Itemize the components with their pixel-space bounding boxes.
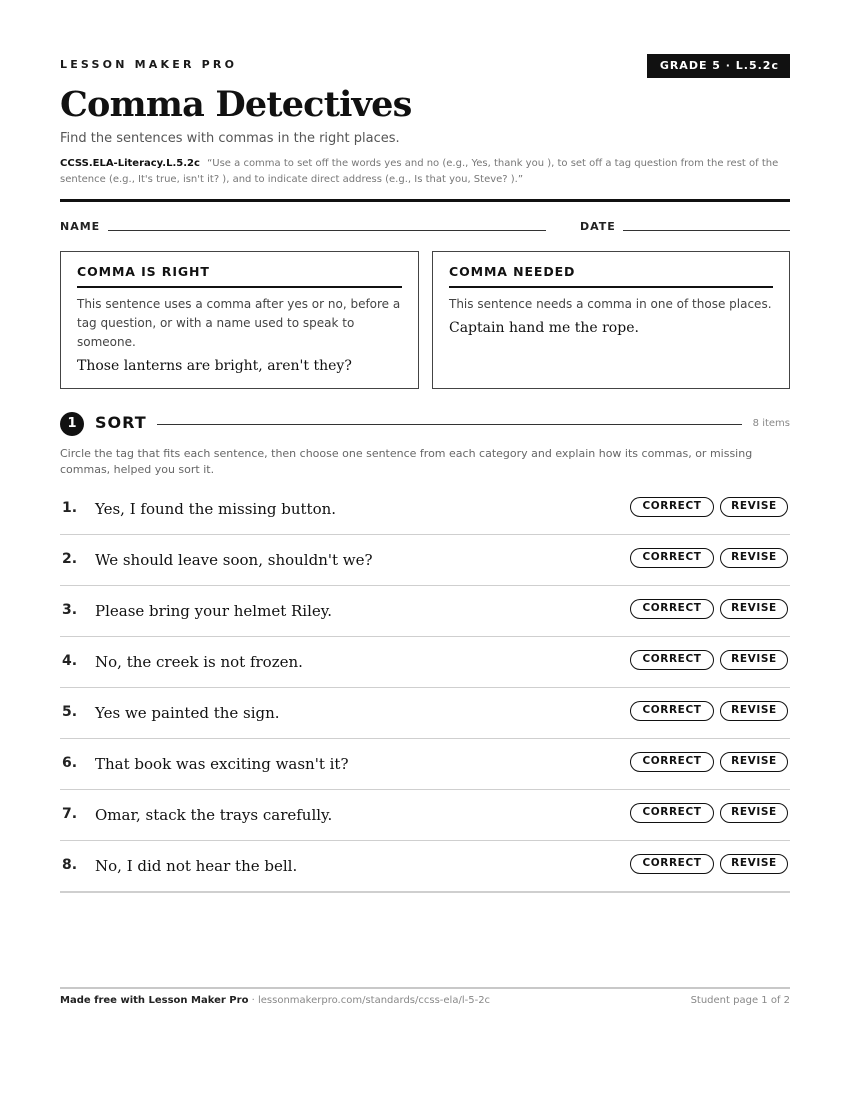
- standard-code: CCSS.ELA-Literacy.L.5.2c: [60, 158, 200, 169]
- page-title: Comma Detectives: [60, 84, 412, 125]
- sentence-item: [60, 637, 790, 688]
- footer-separator: ·: [248, 995, 258, 1006]
- tag-group: [630, 854, 788, 874]
- tag-group: [630, 599, 788, 619]
- item-sentence: Yes we painted the sign.: [95, 704, 280, 722]
- page-subtitle: Find the sentences with commas in the right places.: [60, 131, 400, 146]
- revise-tag[interactable]: REVISE: [720, 548, 788, 568]
- date-field[interactable]: [623, 230, 790, 231]
- item-count: 8 items: [752, 418, 790, 429]
- footer-divider: [60, 987, 790, 989]
- footer-url[interactable]: lessonmakerpro.com/standards/ccss-ela/l-5-2c: [257, 995, 491, 1006]
- page-indicator: Student page 1 of 2: [690, 995, 790, 1006]
- sentence-item: [60, 586, 790, 637]
- revise-tag[interactable]: REVISE: [720, 497, 788, 517]
- correct-tag[interactable]: CORRECT: [630, 599, 714, 619]
- name-field[interactable]: [108, 230, 546, 231]
- item-sentence: Please bring your helmet Riley.: [95, 602, 333, 620]
- card-heading: COMMA IS RIGHT: [77, 264, 402, 288]
- section-divider: [157, 424, 742, 425]
- sentence-item: [60, 535, 790, 586]
- item-sentence: No, I did not hear the bell.: [95, 857, 298, 875]
- tag-group: [630, 752, 788, 772]
- name-label: NAME: [60, 220, 101, 233]
- correct-tag[interactable]: CORRECT: [630, 752, 714, 772]
- date-label: DATE: [580, 220, 616, 233]
- revise-tag[interactable]: REVISE: [720, 650, 788, 670]
- sentence-item: [60, 739, 790, 790]
- footer-credit: [60, 995, 490, 1006]
- revise-tag[interactable]: REVISE: [720, 701, 788, 721]
- header-divider: [60, 199, 790, 202]
- item-number: 3.: [62, 602, 78, 618]
- correct-tag[interactable]: CORRECT: [630, 650, 714, 670]
- item-sentence: Yes, I found the missing button.: [95, 500, 337, 518]
- item-number: 5.: [62, 704, 78, 720]
- correct-tag[interactable]: CORRECT: [630, 548, 714, 568]
- item-number: 7.: [62, 806, 78, 822]
- revise-tag[interactable]: REVISE: [720, 752, 788, 772]
- worksheet-page: [60, 0, 790, 1100]
- correct-tag[interactable]: CORRECT: [630, 497, 714, 517]
- card-description: This sentence uses a comma after yes or no, before a tag question, or with a name used to speak to someone.: [77, 297, 401, 349]
- tag-group: [630, 548, 788, 568]
- correct-tag[interactable]: CORRECT: [630, 854, 714, 874]
- sentence-item: [60, 790, 790, 841]
- revise-tag[interactable]: REVISE: [720, 599, 788, 619]
- grade-badge: GRADE 5 · L.5.2c: [647, 54, 790, 78]
- sentence-item: [60, 688, 790, 739]
- item-number: 8.: [62, 857, 78, 873]
- tag-group: [630, 701, 788, 721]
- item-number: 6.: [62, 755, 78, 771]
- card-comma-needed: [432, 251, 790, 389]
- tag-group: [630, 650, 788, 670]
- item-sentence: Omar, stack the trays carefully.: [95, 806, 333, 824]
- section-number-badge: 1: [60, 412, 84, 436]
- card-example: Those lanterns are bright, aren't they?: [77, 358, 352, 374]
- sentence-item: [60, 484, 790, 535]
- sentence-list: [60, 484, 790, 893]
- item-number: 2.: [62, 551, 78, 567]
- correct-tag[interactable]: CORRECT: [630, 803, 714, 823]
- item-number: 4.: [62, 653, 78, 669]
- footer-brand: Made free with Lesson Maker Pro: [60, 995, 249, 1006]
- tag-group: [630, 803, 788, 823]
- item-number: 1.: [62, 500, 78, 516]
- item-sentence: We should leave soon, shouldn't we?: [95, 551, 373, 569]
- brand-name: LESSON MAKER PRO: [60, 58, 238, 71]
- item-sentence: That book was exciting wasn't it?: [95, 755, 349, 773]
- card-heading: COMMA NEEDED: [449, 264, 773, 288]
- sentence-item: [60, 841, 790, 893]
- card-description: This sentence needs a comma in one of those places.: [449, 297, 772, 311]
- revise-tag[interactable]: REVISE: [720, 803, 788, 823]
- section-title: SORT: [95, 413, 147, 432]
- revise-tag[interactable]: REVISE: [720, 854, 788, 874]
- item-sentence: No, the creek is not frozen.: [95, 653, 303, 671]
- standard-note: [60, 156, 780, 188]
- tag-group: [630, 497, 788, 517]
- standard-text: “Use a comma to set off the words yes and no (e.g., Yes, thank you ), to set off a tag question from the rest of the sentence (e.g., It's true, isn't it? ), and to indicate direct address (e.g., Is that you, Steve? ).”: [60, 158, 779, 185]
- correct-tag[interactable]: CORRECT: [630, 701, 714, 721]
- section-instructions: Circle the tag that fits each sentence, then choose one sentence from each category and explain how its commas, or missing commas, helped you sort it.: [60, 447, 753, 476]
- card-example: Captain hand me the rope.: [449, 320, 639, 336]
- card-comma-is-right: [60, 251, 419, 389]
